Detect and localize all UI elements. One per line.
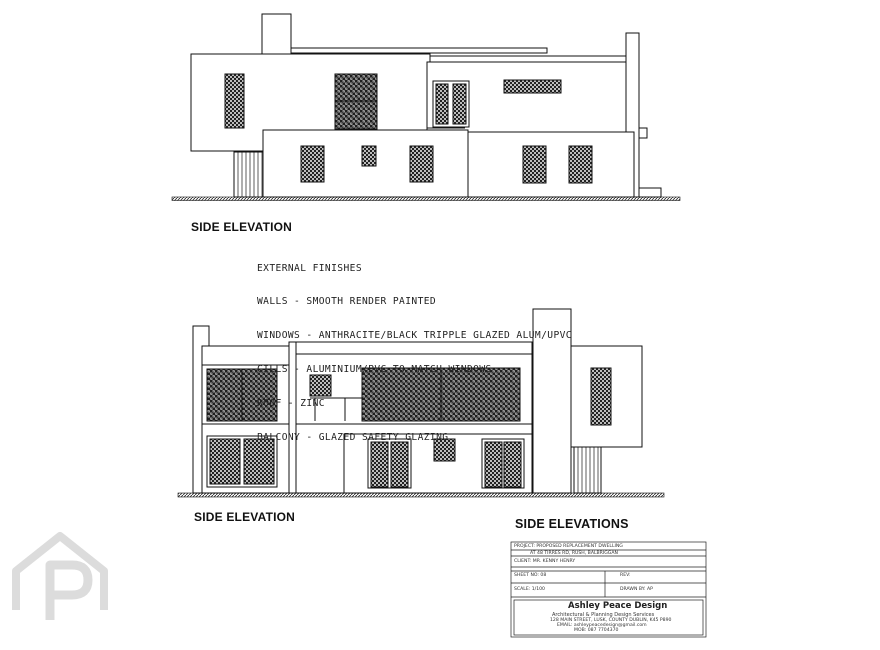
notes-line: ROOF - ZINC bbox=[257, 398, 325, 410]
property-pal-watermark-icon bbox=[16, 536, 104, 620]
upper-window-7 bbox=[569, 146, 592, 183]
firm-email: EMAIL: ashleypeacedesign@gmail.com bbox=[557, 623, 647, 628]
upper-ground-line bbox=[172, 197, 680, 201]
firm-mobile: MOB: 087 7704370 bbox=[574, 628, 619, 633]
upper-door-right bbox=[453, 84, 466, 124]
notes-line: CILLS - ALUMINIUM/PVC TO MATCH WINDOWS bbox=[257, 364, 492, 376]
upper-side-elevation bbox=[172, 14, 680, 201]
lower-ground-line bbox=[178, 493, 664, 497]
title-scale: SCALE: 1/100 bbox=[514, 587, 545, 592]
upper-window-3 bbox=[301, 146, 324, 182]
title-project: PROJECT: PROPOSED REPLACEMENT DWELLING bbox=[514, 544, 623, 549]
upper-right-roof-edge bbox=[430, 56, 637, 62]
title-rev: REV: bbox=[620, 573, 631, 578]
upper-left-fence bbox=[234, 152, 263, 197]
upper-door-left bbox=[436, 84, 448, 124]
notes-line: BALCONY - GLAZED SAFETY GLAZING bbox=[257, 432, 449, 444]
title-sheet-no: SHEET NO: 08 bbox=[514, 573, 547, 578]
firm-tagline: Architectural & Planning Design Services bbox=[552, 612, 655, 618]
upper-roof-ridge bbox=[291, 48, 547, 53]
upper-window-1 bbox=[225, 74, 244, 128]
upper-chimney bbox=[262, 14, 291, 54]
notes-line: EXTERNAL FINISHES bbox=[257, 262, 362, 274]
lower-right-fence bbox=[574, 447, 601, 493]
title-client: CLIENT: MR. KENNY HENRY bbox=[514, 559, 576, 564]
upper-window-strip bbox=[504, 80, 561, 93]
upper-window-4 bbox=[362, 146, 376, 166]
external-finishes-notes bbox=[257, 240, 572, 455]
upper-window-5 bbox=[410, 146, 433, 182]
title-address: AT 48 TIRRES RD, RUSH, BALBRIGGAN bbox=[530, 551, 618, 556]
title-drawn-by: DRAWN BY: AP bbox=[620, 587, 653, 592]
sheet-heading: SIDE ELEVATIONS bbox=[515, 517, 629, 531]
notes-line: WINDOWS - ANTHRACITE/BLACK TRIPPLE GLAZED ALUM/UPVC bbox=[257, 330, 572, 342]
notes-line: WALLS - SMOOTH RENDER PAINTED bbox=[257, 296, 437, 308]
upper-elevation-caption: SIDE ELEVATION bbox=[191, 220, 293, 234]
firm-address: 128 MAIN STREET, LUSK, COUNTY DUBLIN, K45 P890 bbox=[550, 618, 672, 623]
firm-name: Ashley Peace Design bbox=[568, 601, 668, 611]
lower-elevation-caption: SIDE ELEVATION bbox=[194, 510, 296, 524]
lower-right-window bbox=[591, 368, 611, 425]
upper-window-6 bbox=[523, 146, 546, 183]
